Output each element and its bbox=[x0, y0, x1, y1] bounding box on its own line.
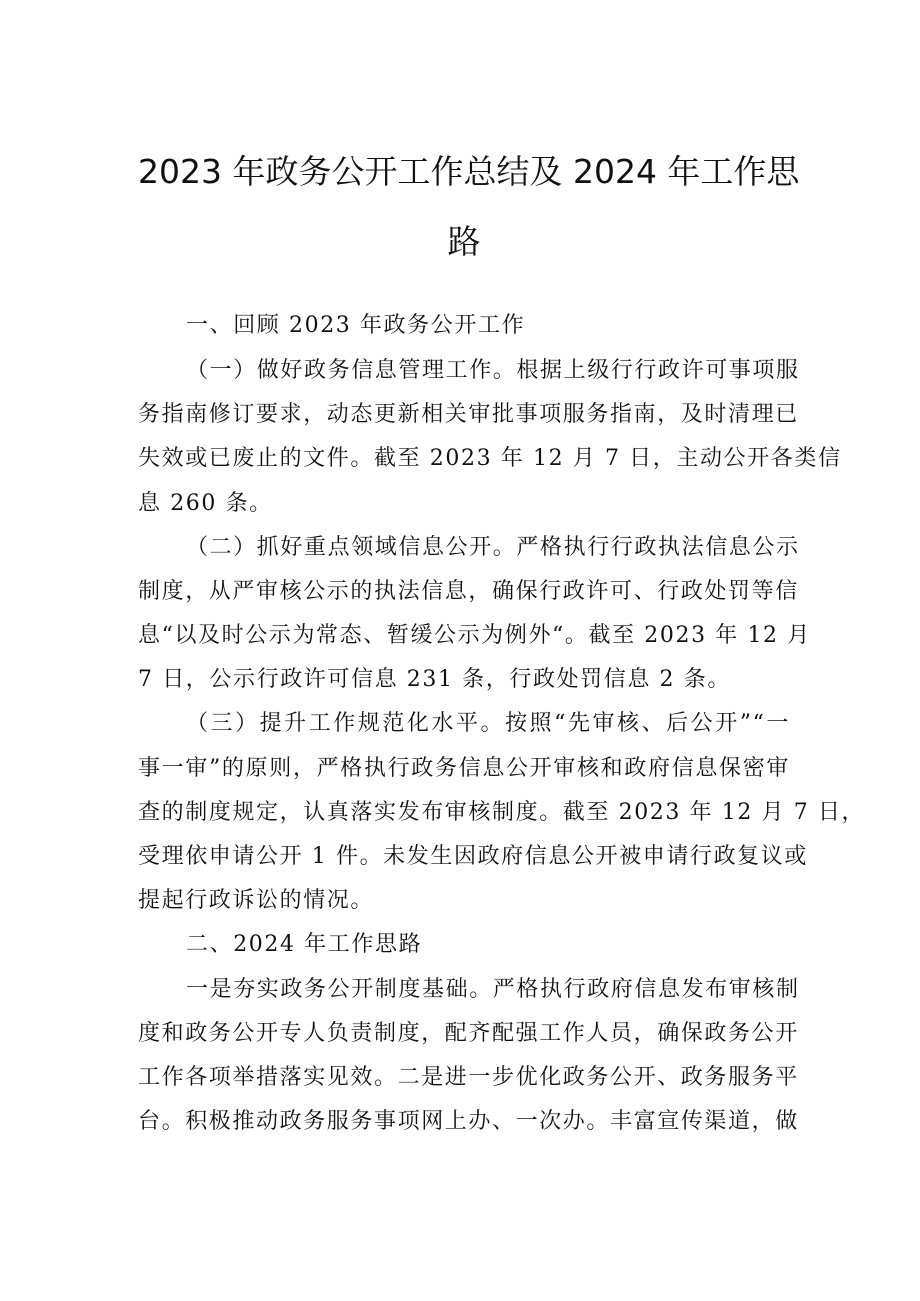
section-heading-2: 二、2024 年工作思路 bbox=[186, 932, 423, 957]
body-line: 7 日，公示行政许可信息 231 条，行政处罚信息 2 条。 bbox=[138, 667, 731, 692]
body-line: 一是夯实政务公开制度基础。严格执行政府信息发布审核制 bbox=[186, 977, 800, 1002]
body-line: 工作各项举措落实见效。二是进一步优化政务公开、政务服务平 bbox=[138, 1065, 799, 1090]
body-line: 提起行政诉讼的情况。 bbox=[138, 888, 375, 913]
body-line: 查的制度规定，认真落实发布审核制度。截至 2023 年 12 月 7 日， bbox=[138, 800, 866, 825]
body-line: 事一审”的原则，严格执行政务信息公开审核和政府信息保密审 bbox=[138, 756, 790, 781]
body-line: 受理依申请公开 1 件。未发生因政府信息公开被申请行政复议或 bbox=[138, 844, 808, 869]
section-heading-1: 一、回顾 2023 年政务公开工作 bbox=[186, 313, 526, 338]
body-line: 务指南修订要求，动态更新相关审批事项服务指南，及时清理已 bbox=[138, 402, 799, 427]
body-line: 失效或已废止的文件。截至 2023 年 12 月 7 日，主动公开各类信 bbox=[138, 446, 842, 471]
body-line: 台。积极推动政务服务事项网上办、一次办。丰富宣传渠道，做 bbox=[138, 1109, 799, 1134]
body-line: 息“以及时公示为常态、暂缓公示为例外“。截至 2023 年 12 月 bbox=[138, 623, 811, 648]
document-title-line-2: 路 bbox=[447, 222, 481, 261]
body-line: 制度，从严审核公示的执法信息，确保行政许可、行政处罚等信 bbox=[138, 579, 799, 604]
body-line: （三）提升工作规范化水平。按照“先审核、后公开”“一 bbox=[186, 711, 790, 736]
body-line: 度和政务公开专人负责制度，配齐配强工作人员，确保政务公开 bbox=[138, 1021, 799, 1046]
document-title-line-1: 2023 年政务公开工作总结及 2024 年工作思 bbox=[138, 152, 800, 191]
body-line: （二）抓好重点领域信息公开。严格执行行政执法信息公示 bbox=[186, 535, 800, 560]
body-line: 息 260 条。 bbox=[138, 491, 273, 516]
body-line: （一）做好政务信息管理工作。根据上级行行政许可事项服 bbox=[186, 358, 800, 383]
